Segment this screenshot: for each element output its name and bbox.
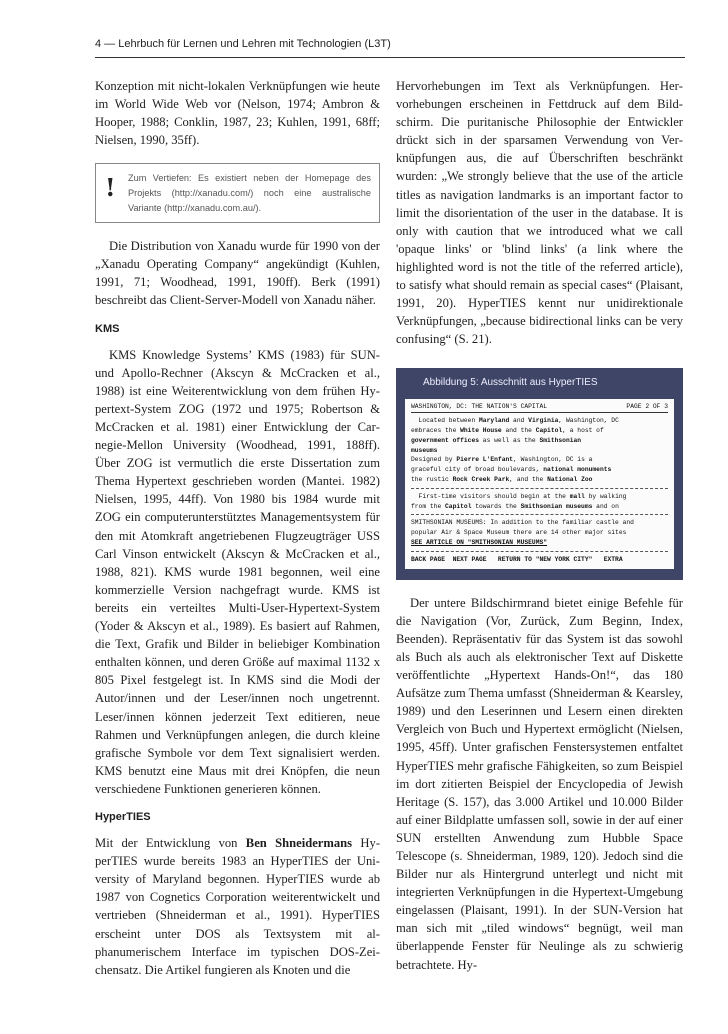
screen-title: WASHINGTON, DC: THE NATION'S CAPITAL xyxy=(411,402,548,410)
note-box xyxy=(95,163,380,223)
screen-line: graceful city of broad boulevards, national monuments xyxy=(411,466,612,474)
screen-line: museums xyxy=(411,446,438,454)
paragraph-hyperties-navigation: Der untere Bildschirmrand bietet einige Befehle für die Navigation (Vor, Zurück, Zum Beginn, Index, Beenden). Repräsentativ für das System ist das sowohl als Buch als auch als elektronischer Text auf Diskette veröffentlichte „Hypertext Hands-On!“, das 180 Aufsätze zum Thema umfasst (Shneiderman & Kearsley, 1989) und den Leserinnen und Lesern einen direkten Vergleich von Buch und Hypertext ermöglicht (Nielsen, 1995, 45ff). Unter grafischen Fenstersystemen entfaltet HyperTIES mehr grafische Fähigkeiten, so zum Beispiel im dort zitierten Beispiel der Encyclopedia of Jewish Heritage (S. 157), das 3.000 Artikel und 10.000 Bilder auf einer Bildplatte umfassen soll, sowie in der auf einer SUN erstellten Anwendung zum Hubble Space Telescope (s. Shneiderman, 1989, 120). Jedoch sind die Bilder nur als Hintergrund unterlegt und nicht mit integrierten Verknüpfungen in die Hypertext-Umgebung eingelassen (Plaisant, 1991). In der SUN-Version hat man sich mit „tiled windows“ begnügt, weil man überlappende Fenster für Neulinge als zu schwierig betrachtete. Hy- xyxy=(396,595,683,972)
screen-link-smithsonian[interactable]: SEE ARTICLE ON "SMITHSONIAN MUSEUMS" xyxy=(411,539,548,547)
hyperties-text-rest: HyperTIES wurde bereits 1983 an HyperTIES der University of Maryland begonnen. HyperTIES wurde ab 1987 von Cognetics Corporation weiterentwickelt und vertrieben (Shneiderman et al., 1991). HyperTIES erscheint unter DOS als Textsystem mit alphanumerischem Interface im typischen DOS-Zeichensatz. Die Artikel fungieren als Knoten und die xyxy=(95,836,381,977)
screen-line: Located between Maryland and Virginia, Washington, DC xyxy=(411,417,619,425)
screen-title-bar xyxy=(411,402,668,414)
screen-page-indicator: PAGE 2 OF 3 xyxy=(626,402,668,410)
heading-kms: KMS xyxy=(95,322,120,335)
screen-line: First-time visitors should begin at the mall by walking xyxy=(411,492,627,500)
exclamation-icon: ! xyxy=(105,173,116,203)
screen-divider xyxy=(411,514,668,515)
figure-hyperties xyxy=(396,368,683,579)
hyperties-text-start: Mit der Entwicklung von xyxy=(95,836,246,851)
screen-nav-bar[interactable]: BACK PAGE NEXT PAGE RETURN TO "NEW YORK CITY" EXTRA xyxy=(411,555,623,563)
note-text: Zum Vertiefen: Es existiert neben der Homepage des Projekts (http://xanadu.com/) noch eine australische Variante (http://xanadu.com.au/). xyxy=(128,173,371,213)
hyperties-screenshot xyxy=(405,399,674,569)
screen-divider xyxy=(411,551,668,552)
screen-line: the rustic Rock Creek Park, and the National Zoo xyxy=(411,476,593,484)
screen-line: popular Air & Space Museum there are 14 other major sites xyxy=(411,529,627,537)
paragraph-kms: KMS Knowledge Systems’ KMS (1983) für SUN- und Apollo-Rechner (Akscyn & McCracken et al., 1988) ist eine Weiterentwicklung von dem frühen Hypertext-System ZOG (1972 und 1975; Robertson & McCracken et al. 1981) einer Entwicklung der Carnegie-Mellon University (Woodhead, 1991, 188ff). Über ZOG ist vermutlich die erste Dissertation zum Thema Hypertext geschrieben worden (Mantei. 1982) Nielsen, 1995, 44ff). Von 1980 bis 1984 wurde mit ZOG ein computerunterstütztes Managementsystem für den mit Atomkraft angetriebenen Flugzeugträger USS Carl Vinson entwickelt (Akscyn & McCracken et al., 1988, 821). KMS wurde 1981 begonnen, weil eine kommerzielle Version nachgefragt wurde. KMS ist bereits ein verteiltes Multi-User-Hypertext-System (Yoder & Akscyn et al., 1989). Es basiert auf Rahmen, die Text, Grafik und Bilder in beliebiger Kombination enthalten können, und deren Größe auf maximal 1132 x 805 Pixel festgelegt ist. In KMS sind die Modi der Autor/innen und der Leser/innen noch ungetrennt. Leser/innen können jederzeit Text editieren, neue Rahmen und Verknüpfungen anlegen, die durch kleine grafische Symbole vor dem Text signalisiert werden. KMS benutzt eine Maus mit drei Knöpfen, die neun verschiedene Funktionen generieren können. xyxy=(95,347,380,796)
paragraph-hyperties-links: Hervorhebungen im Text als Verknüpfungen. Hervorhebungen erscheinen in Fettdruck auf dem Bildschirm. Die puritanische Philosophie der Entwickler drückt sich in der sparsamen Verwendung von Verknüpfungen aus, die auf Überschriften beschränkt wurden: „We strongly believe that the use of the article titles as navigation landmarks is an important factor to limit the disorientation of the user in the database. It is only with caution that we introduced what we call 'opaque links' or 'blind links' (a link where the highlighted word is not the title of the referred article), to satisfy what should remain as special cases“ (Plaisant, 1991, 20). HyperTIES kennt nur unidirektionale Verknüpfungen, „because bidirectional links can be very confusing“ (S. 21). xyxy=(396,79,683,347)
paragraph-xanadu-intro: Konzeption mit nicht-lokalen Verknüpfungen wie heute im World Wide Web vor (Nelson, 1974; Ambron & Hooper, 1988; Conklin, 1987, 23; Kuhlen, 1991, 68ff; Nielsen, 1990, 35ff). xyxy=(95,79,380,148)
header-rule xyxy=(95,57,685,58)
left-column xyxy=(95,77,380,979)
running-header: 4 — Lehrbuch für Lernen und Lehren mit Technologien (L3T) xyxy=(95,38,391,50)
figure-caption: Abbildung 5: Ausschnitt aus HyperTIES xyxy=(423,377,598,389)
screen-divider xyxy=(411,488,668,489)
hyperties-author: Ben Shneidermans xyxy=(245,836,353,851)
paragraph-xanadu-distribution: Die Distribution von Xanadu wurde für 1990 von der „Xanadu Operating Company“ angekündigt (Kuhlen, 1991, 71; Woodhead, 1991, 190ff). Berk (1991) beschreibt das Client-Server-Modell von Xanadu näher. xyxy=(95,239,380,308)
screen-line: Designed by Pierre L'Enfant, Washington, DC is a xyxy=(411,456,593,464)
heading-hyperties: HyperTIES xyxy=(95,810,151,823)
screen-line: embraces the White House and the Capitol, a host of xyxy=(411,427,604,435)
screen-line: SMITHSONIAN MUSEUMS: In addition to the familiar castle and xyxy=(411,519,634,527)
right-column xyxy=(396,77,683,974)
screen-line: government offices as well as the Smithsonian xyxy=(411,436,582,444)
screen-line: from the Capitol towards the Smithsonian museums and on xyxy=(411,502,619,510)
paragraph-hyperties xyxy=(95,834,380,979)
